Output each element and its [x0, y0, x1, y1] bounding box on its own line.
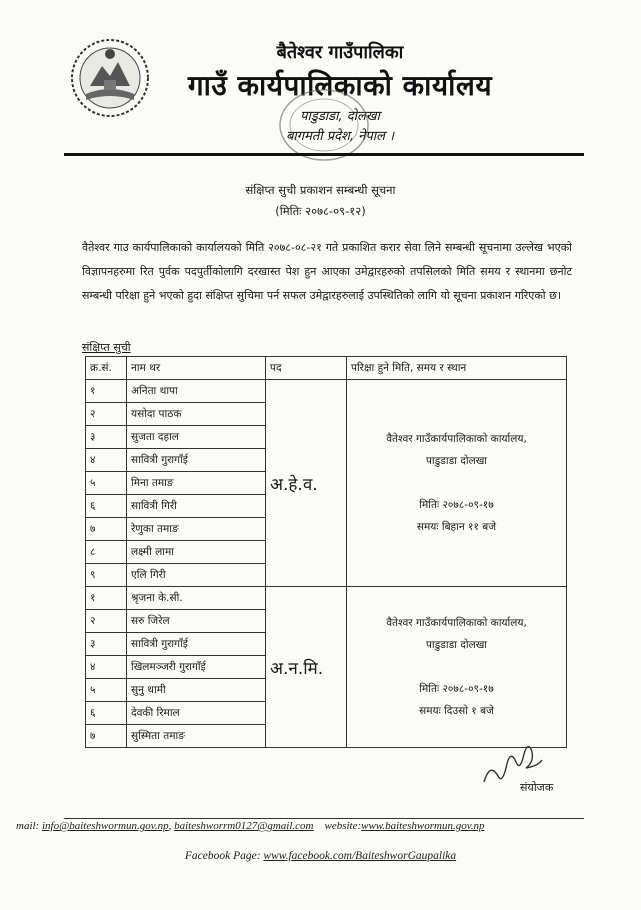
office-name: गाउँ कार्यपालिकाको कार्यालय — [187, 69, 493, 102]
address-line-1: पाडुडाडा, दोलखा — [300, 109, 380, 124]
email-link-1[interactable]: info@baiteshwormun.gov.np — [41, 820, 169, 832]
website-link[interactable]: www.baiteshwormun.gov.np — [361, 820, 485, 832]
address-line-2: बागमती प्रदेश, नेपाल । — [285, 129, 395, 144]
cell-exam-details — [347, 380, 567, 587]
municipality-name: बैतेश्वर गाउँपालिका — [276, 42, 404, 63]
notice-body: वैतेश्वर गाउ कार्यपालिकाको कार्यालयको मिति २०७८-०८-२१ गते प्रकाशित करार सेवा लिने सम्बन्धी सूचनामा उल्लेख भएको विज्ञापनहरुमा रित पुर्वक पदपुर्तीकोलागि दरखास्त पेश हुन आएका उमेद्वारहरुको तपसिलको मिति समय र स्थानमा छनोट सम्बन्धी परिक्षा हुने भएको हुदा संक्षिप्त सुचिमा पर्न सफल उमेद्वारहरुलाई उपस्थितिको लागि यो सूचना प्रकाशन गरिएको छ। — [82, 241, 572, 302]
exam-date: मितिः २०७८-०९-१७ — [419, 683, 494, 695]
exam-time: समयः बिहान ११ बजे — [416, 521, 497, 533]
cell-name: यसोदा पाठक — [127, 403, 266, 426]
cell-sn: ९ — [86, 564, 127, 587]
cell-name: सावित्री गुरागाँई — [127, 633, 266, 656]
cell-sn: ७ — [86, 518, 127, 541]
col-header-name: नाम थर — [127, 357, 266, 380]
exam-venue-line-1: वैतेश्वर गाउँकार्यपालिकाको कार्यालय, — [386, 617, 527, 629]
cell-name: सावित्री गुरागाँई — [127, 449, 266, 472]
table-body — [86, 380, 567, 748]
cell-post: अ.हे.व. — [266, 380, 347, 587]
cell-name: सुजता दहाल — [127, 426, 266, 449]
cell-sn: २ — [86, 610, 127, 633]
cell-sn: १ — [86, 587, 127, 610]
cell-sn: २ — [86, 403, 127, 426]
footer-facebook — [0, 850, 641, 862]
facebook-link[interactable]: www.facebook.com/BaiteshworGaupalika — [263, 850, 457, 862]
short-list-heading: संक्षिप्त सुची — [82, 341, 131, 354]
shortlist-table — [85, 356, 567, 748]
cell-sn: ५ — [86, 472, 127, 495]
notice-date: (मितिः २०७८-०९-१२) — [275, 204, 366, 218]
exam-time: समयः दिउसो १ बजे — [419, 705, 494, 717]
cell-sn: ८ — [86, 541, 127, 564]
facebook-label: Facebook Page: — [184, 850, 264, 862]
cell-sn: ३ — [86, 633, 127, 656]
col-header-exam: परिक्षा हुने मिति, समय र स्थान — [347, 357, 567, 380]
cell-name: सावित्री गिरी — [127, 495, 266, 518]
cell-name: खिलमञ्जरी गुरागाँई — [127, 656, 266, 679]
cell-name: देवकी रिमाल — [127, 702, 266, 725]
col-header-sn: क्र.सं. — [86, 357, 127, 380]
spacer — [351, 654, 562, 680]
cell-sn: ६ — [86, 702, 127, 725]
cell-name: एलि गिरी — [127, 564, 266, 587]
nepal-emblem-logo — [68, 36, 152, 120]
exam-date: मितिः २०७८-०९-१७ — [419, 499, 494, 511]
table-row — [86, 587, 567, 610]
cell-sn: ४ — [86, 449, 127, 472]
cell-sn: ७ — [86, 725, 127, 748]
cell-name: सरु जिरेल — [127, 610, 266, 633]
notice-title: संक्षिप्त सुची प्रकाशन सम्बन्धी सूचना — [245, 183, 396, 197]
cell-exam-details — [347, 587, 567, 748]
cell-name: मिना तमाङ — [127, 472, 266, 495]
cell-name: रेणुका तमाङ — [127, 518, 266, 541]
website-label: website: — [324, 820, 362, 832]
spacer — [351, 470, 562, 496]
exam-venue-line-2: पाडुडाडा दोलखा — [425, 455, 488, 467]
table-header-row — [86, 357, 567, 380]
cell-name: अनिता थापा — [127, 380, 266, 403]
table-row — [86, 380, 567, 403]
cell-name: श्रृजना के.सी. — [127, 587, 266, 610]
cell-sn: ३ — [86, 426, 127, 449]
cell-sn: ६ — [86, 495, 127, 518]
cell-sn: ४ — [86, 656, 127, 679]
cell-sn: १ — [86, 380, 127, 403]
col-header-post: पद — [266, 357, 347, 380]
header-divider — [64, 153, 584, 156]
cell-sn: ५ — [86, 679, 127, 702]
footer-divider — [64, 818, 584, 819]
exam-venue-line-1: वैतेश्वर गाउँकार्यपालिकाको कार्यालय, — [386, 433, 527, 445]
cell-post: अ.न.मि. — [266, 587, 347, 748]
signatory-title: संयोजक — [520, 781, 554, 794]
footer-contact: mail: info@baiteshwormun.gov.np, baiteshworrm0127@gmail.com website:www.baiteshwormun.gov.np — [16, 820, 485, 832]
exam-venue-line-2: पाडुडाडा दोलखा — [425, 639, 488, 651]
cell-name: सुनु थामी — [127, 679, 266, 702]
cell-name: सुस्मिता तमाङ — [127, 725, 266, 748]
cell-name: लक्ष्मी लामा — [127, 541, 266, 564]
email-label: mail: — [16, 820, 42, 832]
email-link-2[interactable]: baiteshworrm0127@gmail.com — [174, 820, 314, 832]
